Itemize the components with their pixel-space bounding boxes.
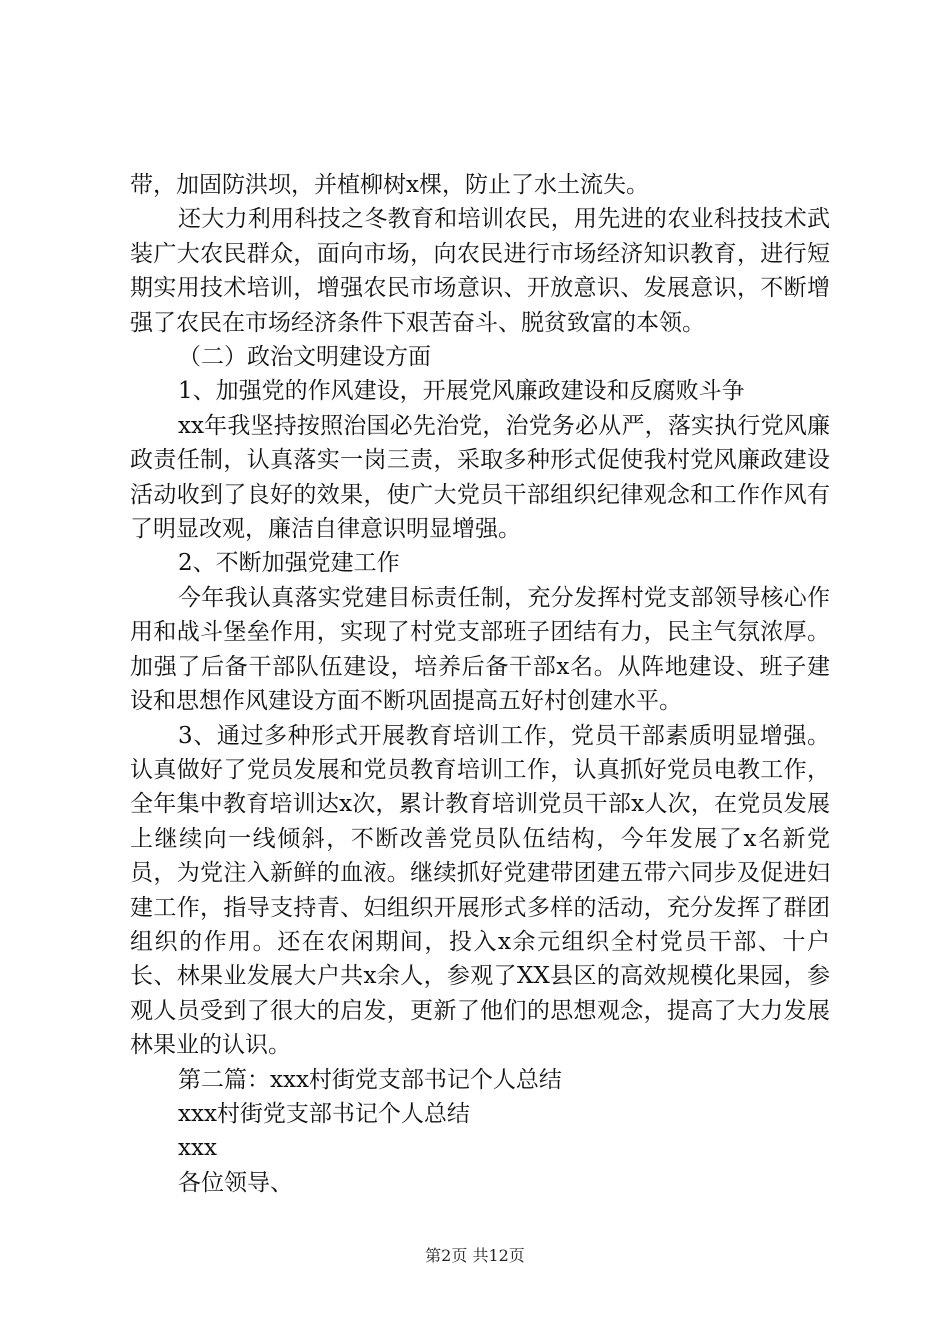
page-footer: 第2页 共12页 (425, 1246, 525, 1265)
author-name: xxx (178, 1135, 217, 1162)
paragraph-technology-training: 还大力利用科技之冬教育和培训农民，用先进的农业科技技术武装广大农民群众，面向市场，向农民进行市场经济知识教育，进行短期实用技术培训，增强农民市场意识、开放意识、发展意识，不断增强了农民在市场经济条件下艰苦奋斗、脱贫致富的本领。 (130, 206, 830, 336)
salutation: 各位领导、 (178, 1169, 293, 1196)
item-heading-1: 1、加强党的作风建设，开展党风廉政建设和反腐败斗争 (178, 378, 745, 405)
paragraph-party-conduct: xx年我坚持按照治国必先治党，治党务必从严，落实执行党风廉政责任制，认真落实一岗三责，采取多种形式促使我村党风廉政建设活动收到了良好的效果，使广大党员干部组织纪律观念和工作作风有了明显改观，廉洁自律意识明显增强。 (130, 412, 830, 543)
section-heading-political: （二）政治文明建设方面 (178, 344, 431, 371)
item-heading-2: 2、不断加强党建工作 (178, 550, 400, 577)
chapter-heading-second: 第二篇：xxx村街党支部书记个人总结 (178, 1066, 562, 1093)
document-body (130, 168, 830, 1200)
summary-title: xxx村街党支部书记个人总结 (178, 1100, 470, 1127)
paragraph-party-building: 今年我认真落实党建目标责任制，充分发挥村党支部领导核心作用和战斗堡垒作用，实现了村党支部班子团结有力，民主气氛浓厚。加强了后备干部队伍建设，培养后备干部x名。从阵地建设、班子建设和思想作风建设方面不断巩固提高五好村创建水平。 (130, 584, 830, 715)
paragraph-continuation: 带，加固防洪坝，并植柳树x棵，防止了水土流失。 (130, 172, 649, 198)
paragraph-education-training: 3、通过多种形式开展教育培训工作，党员干部素质明显增强。认真做好了党员发展和党员教育培训工作，认真抓好党员电教工作，全年集中教育培训达x次，累计教育培训党员干部x人次，在党员发展上继续向一线倾斜，不断改善党员队伍结构，今年发展了x名新党员，为党注入新鲜的血液。继续抓好党建带团建五带六同步及促进妇建工作，指导支持青、妇组织开展形式多样的活动，充分发挥了群团组织的作用。还在农闲期间，投入x余元组织全村党员干部、十户长、林果业发展大户共x余人，参观了XX县区的高效规模化果园，参观人员受到了很大的启发，更新了他们的思想观念，提高了大力发展林果业的认识。 (130, 722, 830, 1059)
